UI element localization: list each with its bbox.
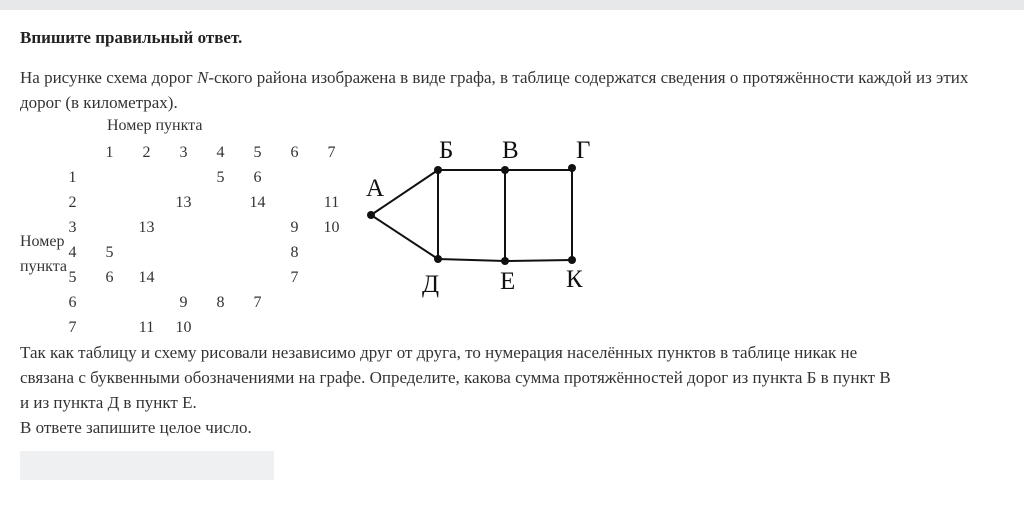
intro-n-variable: N	[196, 68, 209, 87]
row-caption-line2: пункта	[20, 258, 67, 275]
node-a	[367, 211, 375, 219]
table-row	[54, 290, 350, 315]
distance-cell	[239, 265, 276, 290]
edge-d-e	[438, 259, 505, 261]
distance-cell	[91, 290, 128, 315]
table-row	[54, 240, 350, 265]
edge-a-d	[371, 215, 438, 259]
distance-cell	[202, 240, 239, 265]
label-k: К	[566, 266, 583, 293]
distance-cell	[239, 215, 276, 240]
top-bar	[0, 0, 1024, 10]
label-a: А	[366, 175, 385, 202]
table-column-caption: Номер пункта	[107, 117, 203, 134]
distance-cell	[128, 290, 165, 315]
task-instruction: В ответе запишите целое число.	[20, 418, 252, 437]
distance-cell: 5	[105, 243, 114, 261]
row-header: 6	[68, 293, 77, 311]
distance-cell	[202, 315, 239, 340]
node-k	[568, 256, 576, 264]
distance-cell	[202, 190, 239, 215]
distance-cell	[91, 190, 128, 215]
column-header: 6	[290, 143, 299, 161]
table-row	[54, 165, 350, 190]
distance-cell: 8	[290, 243, 299, 261]
distance-cell: 10	[175, 318, 192, 336]
graph-nodes	[367, 164, 576, 265]
distance-cell	[313, 290, 350, 315]
distance-cell: 13	[175, 193, 192, 211]
table-row	[54, 215, 350, 240]
row-header: 3	[68, 218, 77, 236]
distance-cell: 14	[138, 268, 155, 286]
task-heading: Впишите правильный ответ.	[20, 28, 243, 47]
column-header: 2	[142, 143, 151, 161]
column-header: 1	[105, 143, 114, 161]
distance-cell	[276, 165, 313, 190]
node-v	[501, 166, 509, 174]
distance-cell	[313, 315, 350, 340]
row-header: 4	[68, 243, 77, 261]
distance-cell: 7	[290, 268, 299, 286]
row-header: 2	[68, 193, 77, 211]
distance-cell: 7	[253, 293, 262, 311]
distance-cell	[165, 215, 202, 240]
table-header-row	[54, 140, 350, 165]
distance-cell: 8	[216, 293, 225, 311]
distance-cell: 9	[179, 293, 188, 311]
distance-cell: 13	[138, 218, 155, 236]
distance-cell	[128, 165, 165, 190]
distance-cell	[313, 240, 350, 265]
distance-cell	[128, 190, 165, 215]
node-g	[568, 164, 576, 172]
distance-cell: 11	[138, 318, 155, 336]
node-b	[434, 166, 442, 174]
distance-cell	[313, 165, 350, 190]
distance-cell	[313, 265, 350, 290]
distance-cell	[239, 315, 276, 340]
distance-cell: 6	[253, 168, 262, 186]
column-header: 3	[179, 143, 188, 161]
distance-table	[54, 140, 350, 340]
label-e: Е	[500, 268, 516, 295]
task-intro	[20, 65, 1010, 115]
answer-input[interactable]	[20, 451, 274, 480]
distance-cell	[276, 315, 313, 340]
table-row	[54, 190, 350, 215]
task-question: Так как таблицу и схему рисовали независимо друг от друга, то нумерация населённых пунктов в таблице никак не связана с буквенными обозначениями на графе. Определите, какова сумма протяжённостей дорог из пункта Б в пункт В и из пункта Д в пункт Е.	[20, 343, 891, 412]
table-row	[54, 315, 350, 340]
column-header: 7	[327, 143, 336, 161]
distance-cell	[91, 215, 128, 240]
distance-cell	[202, 215, 239, 240]
label-b: Б	[439, 137, 454, 164]
label-g: Г	[576, 137, 591, 164]
label-d: Д	[422, 271, 440, 298]
distance-cell: 14	[249, 193, 266, 211]
row-header: 7	[68, 318, 77, 336]
intro-text-end: -ского района изображена в виде графа, в таблице содержатся сведения о протяжённости каждой из этих дорог (в километрах).	[20, 68, 969, 112]
distance-cell	[91, 165, 128, 190]
column-header: 4	[216, 143, 225, 161]
distance-cell	[276, 290, 313, 315]
distance-cell	[165, 265, 202, 290]
road-graph	[360, 130, 620, 300]
distance-cell: 6	[105, 268, 114, 286]
distance-cell	[128, 240, 165, 265]
distance-cell	[202, 265, 239, 290]
distance-cell: 5	[216, 168, 225, 186]
row-header: 5	[68, 268, 77, 286]
edge-e-k	[505, 260, 572, 261]
table-row	[54, 265, 350, 290]
intro-text-start: На рисунке схема дорог	[20, 68, 197, 87]
distance-cell: 9	[290, 218, 299, 236]
row-caption-line1: Номер	[20, 233, 65, 250]
distance-cell	[276, 190, 313, 215]
label-v: В	[502, 137, 519, 164]
node-d	[434, 255, 442, 263]
distance-cell	[165, 240, 202, 265]
distance-cell	[165, 165, 202, 190]
node-e	[501, 257, 509, 265]
row-header: 1	[68, 168, 77, 186]
distance-cell: 11	[323, 193, 340, 211]
distance-cell	[239, 240, 276, 265]
column-header: 5	[253, 143, 262, 161]
distance-cell: 10	[323, 218, 340, 236]
table-corner-cell	[54, 140, 91, 165]
distance-cell	[91, 315, 128, 340]
graph-edges	[371, 168, 572, 261]
